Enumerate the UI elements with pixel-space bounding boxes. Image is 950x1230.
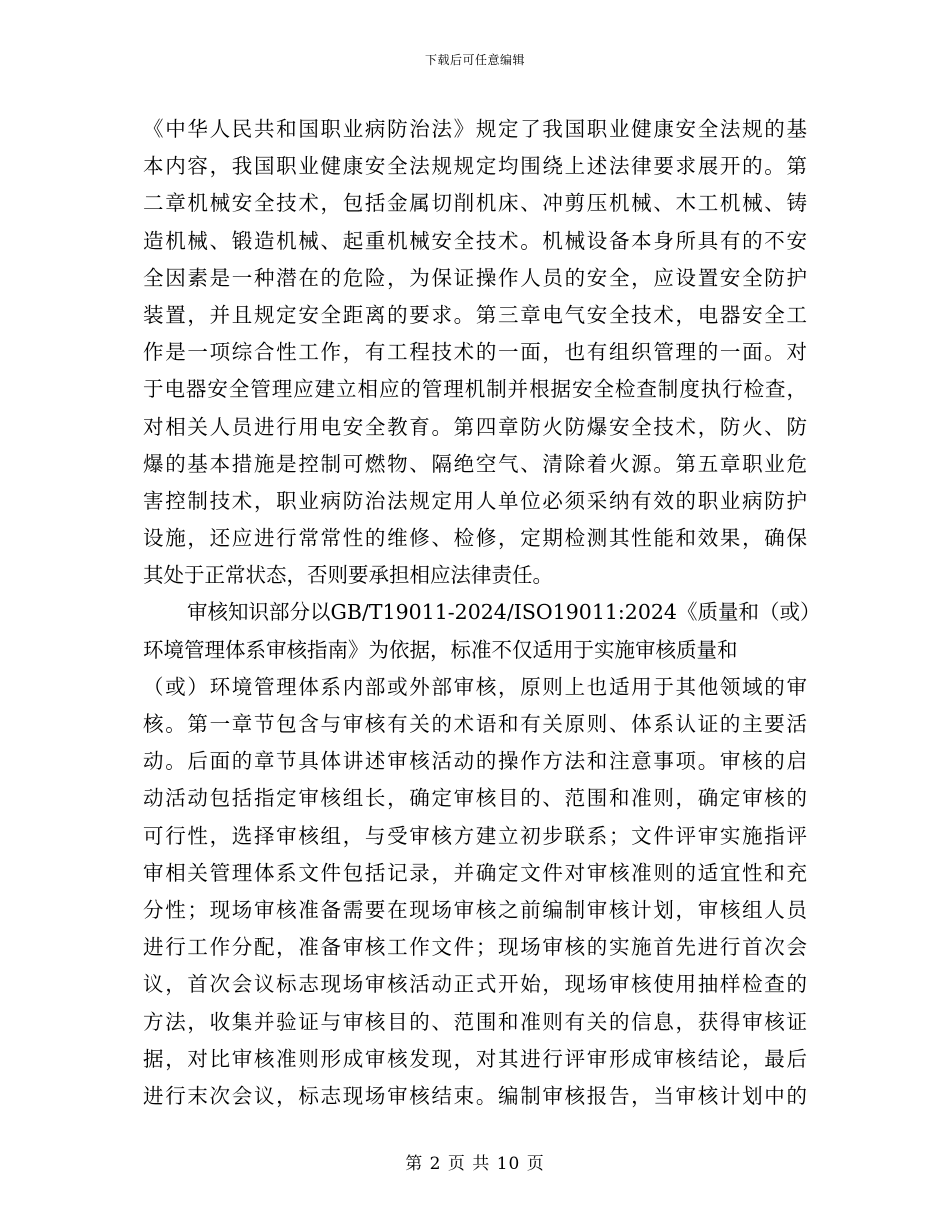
text-line: 审核知识部分以GB/T19011-2024/ISO19011:2024《质量和（或） (187, 600, 821, 625)
text-line: 动活动包括指定审核组长，确定审核目的、范围和准则，确定审核的 (143, 786, 807, 811)
paragraph-2 (143, 594, 821, 1115)
text-line: 议，首次会议标志现场审核活动正式开始，现场审核使用抽样检查的 (143, 972, 807, 997)
text-line: 据，对比审核准则形成审核发现，对其进行评审形成审核结论，最后 (143, 1046, 807, 1071)
text-line: 爆的基本措施是控制可燃物、隔绝空气、清除着火源。第五章职业危 (143, 451, 807, 476)
text-line: 对相关人员进行用电安全教育。第四章防火防爆安全技术，防火、防 (143, 414, 807, 439)
paragraph-1 (143, 111, 807, 594)
page-number: 第 2 页 共 10 页 (405, 1154, 545, 1174)
text-line: 进行末次会议，标志现场审核结束。编制审核报告，当审核计划中的 (143, 1083, 807, 1108)
text-line: 害控制技术，职业病防治法规定用人单位必须采纳有效的职业病防护 (143, 488, 807, 513)
text-line: 进行工作分配，准备审核工作文件；现场审核的实施首先进行首次会 (143, 935, 807, 960)
text-line: 方法，收集并验证与审核目的、范围和准则有关的信息，获得审核证 (143, 1009, 807, 1034)
text-line: 分性；现场审核准备需要在现场审核之前编制审核计划，审核组人员 (143, 897, 807, 922)
text-line: 《中华人民共和国职业病防治法》规定了我国职业健康安全法规的基 (143, 117, 807, 141)
page-header: 下载后可任意编辑 (424, 53, 525, 67)
text-line: 作是一项综合性工作，有工程技术的一面，也有组织管理的一面。对 (143, 340, 807, 365)
text-line: 可行性，选择审核组，与受审核方建立初步联系；文件评审实施指评 (143, 823, 807, 848)
text-line: 核。第一章节包含与审核有关的术语和有关原则、体系认证的主要活 (143, 712, 807, 736)
text-line: 环境管理体系审核指南》为依据，标准不仅适用于实施审核质量和 (143, 637, 738, 662)
text-line: 全因素是一种潜在的危险，为保证操作人员的安全，应设置安全防护 (143, 265, 807, 290)
text-line: 二章机械安全技术，包括金属切削机床、冲剪压机械、木工机械、铸 (143, 191, 807, 216)
text-line: 其处于正常状态，否则要承担相应法律责任。 (143, 563, 553, 588)
text-line: 装置，并且规定安全距离的要求。第三章电气安全技术，电器安全工 (143, 302, 807, 327)
text-line: 于电器安全管理应建立相应的管理机制并根据安全检查制度执行检查， (143, 377, 807, 402)
text-line: 本内容，我国职业健康安全法规规定均围绕上述法律要求展开的。第 (143, 154, 807, 179)
text-line: 审相关管理体系文件包括记录，并确定文件对审核准则的适宜性和充 (143, 860, 807, 885)
text-line: 造机械、锻造机械、起重机械安全技术。机械设备本身所具有的不安 (143, 228, 807, 253)
text-line: 设施，还应进行常常性的维修、检修，定期检测其性能和效果，确保 (143, 526, 807, 551)
document-body (143, 111, 821, 1115)
text-line: （或）环境管理体系内部或外部审核，原则上也适用于其他领域的审 (143, 674, 807, 699)
text-line: 动。后面的章节具体讲述审核活动的操作方法和注意事项。审核的启 (143, 749, 807, 774)
